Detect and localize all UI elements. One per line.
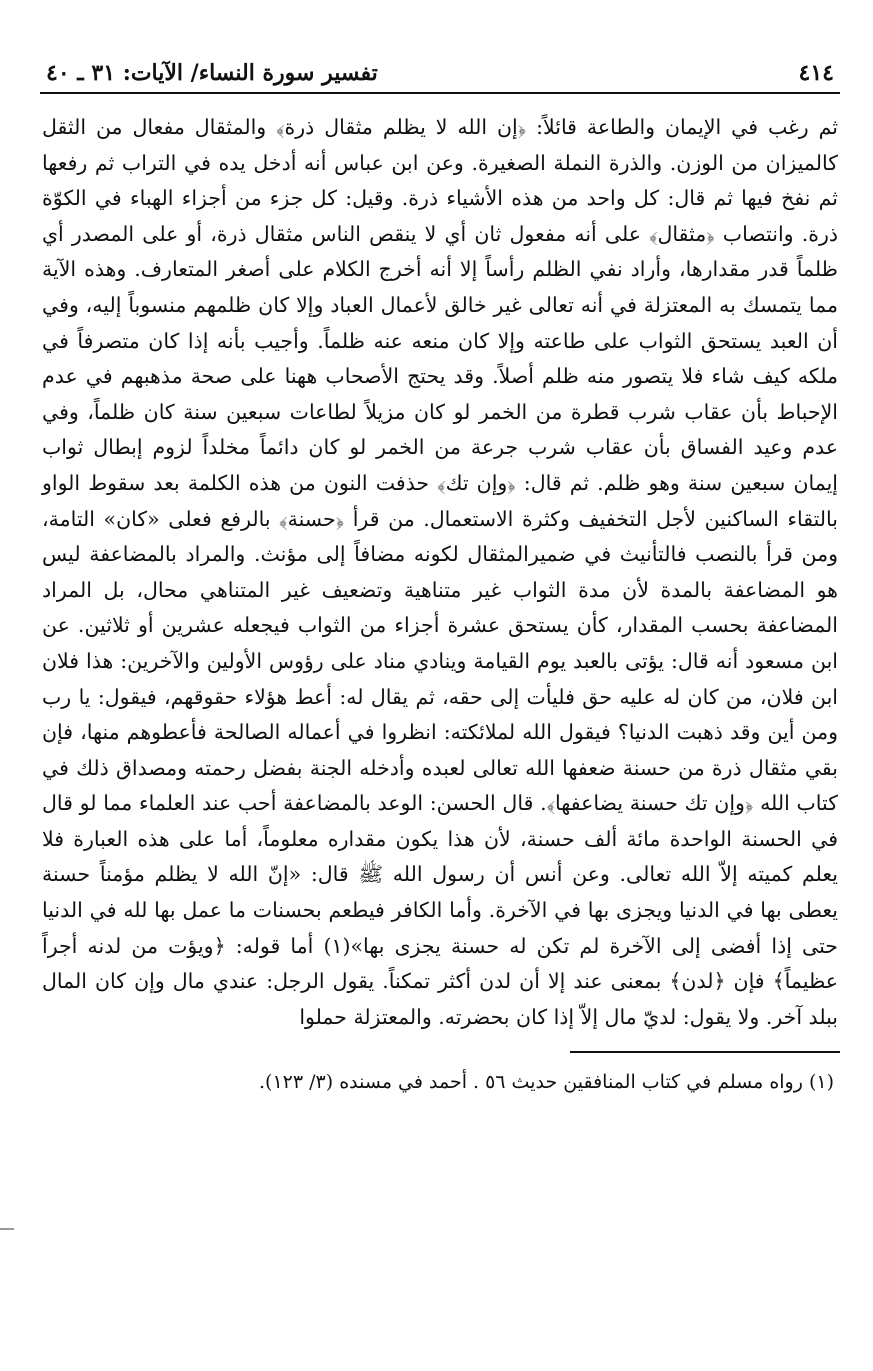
body-text — [40, 110, 840, 1035]
footnote: (١) رواه مسلم في كتاب المنافقين حديث ٥٦ . أحمد في مسنده (٣/ ١٢٣). — [259, 1071, 834, 1094]
page-header — [40, 60, 840, 94]
page-number: ٤١٤ — [798, 60, 834, 86]
page — [40, 60, 840, 1093]
running-title: تفسير سورة النساء/ الآيات: ٣١ ـ ٤٠ — [46, 60, 378, 86]
page-edge-mark — [0, 1228, 14, 1230]
footnote-separator — [570, 1051, 840, 1053]
main-paragraph: ثم رغب في الإيمان والطاعة قائلاً: ﴿إن الله لا يظلم مثقال ذرة﴾ والمثقال مفعال من الثقل كالميزان من الوزن. والذرة النملة الصغيرة. وعن ابن عباس أنه أدخل يده في التراب ثم رفعها ثم نفخ فيها ثم قال: كل واحد من هذه الأشياء ذرة. وقيل: كل جزء من أجزاء الهباء في الكوّة ذرة. وانتصاب ﴿مثقال﴾ على أنه مفعول ثان أي لا ينقص الناس مثقال ذرة، أو على المصدر أي ظلماً قدر مقدارها، وأراد نفي الظلم رأساً إلا أنه أخرج الكلام على أصغر المتعارف. وهذه الآية مما يتمسك به المعتزلة في أنه تعالى غير خالق لأعمال العباد وإلا كان ظلمهم منسوباً إليه، وفي أن العبد يستحق الثواب على طاعته وإلا كان منعه عنه ظلماً. وأجيب بأنه إذا كان متصرفاً في ملكه كيف شاء فلا يتصور منه ظلم أصلاً. وقد يحتج الأصحاب ههنا على صحة مذهبهم في عدم الإحباط بأن عقاب شرب قطرة من الخمر لو كان مزيلاً لطاعات سبعين سنة كان ظلماً، وفي عدم وعيد الفساق بأن عقاب شرب جرعة من الخمر لو كان دائماً مخلداً لزوم إبطال ثواب إيمان سبعين سنة وهو ظلم. ثم قال: ﴿وإن تك﴾ حذفت النون من هذه الكلمة بعد سقوط الواو بالتقاء الساكنين لأجل التخفيف وكثرة الاستعمال. من قرأ ﴿حسنة﴾ بالرفع فعلى «كان» التامة، ومن قرأ بالنصب فالتأنيث في ضميرالمثقال لكونه مضافاً إلى مؤنث. والمراد بالمضاعفة ليس هو المضاعفة بالمدة لأن مدة الثواب غير متناهية وتضعيف غير المتناهي محال، بل المراد المضاعفة بحسب المقدار، كأن يستحق عشرة أجزاء من الثواب فيجعله عشرين أو ثلاثين. عن ابن مسعود أنه قال: يؤتى بالعبد يوم القيامة وينادي مناد على رؤوس الأولين والآخرين: هذا فلان ابن فلان، من كان له عليه حق فليأت إلى حقه، ثم يقال له: أعط هؤلاء حقوقهم، فيقول: يا رب ومن أين وقد ذهبت الدنيا؟ فيقول الله لملائكته: انظروا في أعماله الصالحة فأعطوهم منها، فإن بقي مثقال ذرة من حسنة ضعفها الله تعالى لعبده وأدخله الجنة بفضل رحمته ومصداق ذلك في كتاب الله ﴿وإن تك حسنة يضاعفها﴾. قال الحسن: الوعد بالمضاعفة أحب عند العلماء مما لو قال في الحسنة الواحدة مائة ألف حسنة، لأن هذا يكون مقداره معلوماً، أما على هذه العبارة فلا يعلم كميته إلاّ الله تعالى. وعن أنس أن رسول الله ﷺ قال: «إنّ الله لا يظلم مؤمناً حسنة يعطى بها في الدنيا ويجزى بها في الآخرة. وأما الكافر فيطعم بحسنات ما عمل بها لله في الدنيا حتى إذا أفضى إلى الآخرة لم تكن له حسنة يجزى بها»(١) أما قوله: ﴿ويؤت من لدنه أجراً عظيماً﴾ فإن ﴿لدن﴾ بمعنى عند إلا أن لدن أكثر تمكناً. يقول الرجل: عندي مال وإن كان المال ببلد آخر. ولا يقول: لديّ مال إلاّ إذا كان بحضرته. والمعتزلة حملوا — [42, 115, 838, 1029]
footnote-separator-wrap — [40, 1035, 840, 1053]
